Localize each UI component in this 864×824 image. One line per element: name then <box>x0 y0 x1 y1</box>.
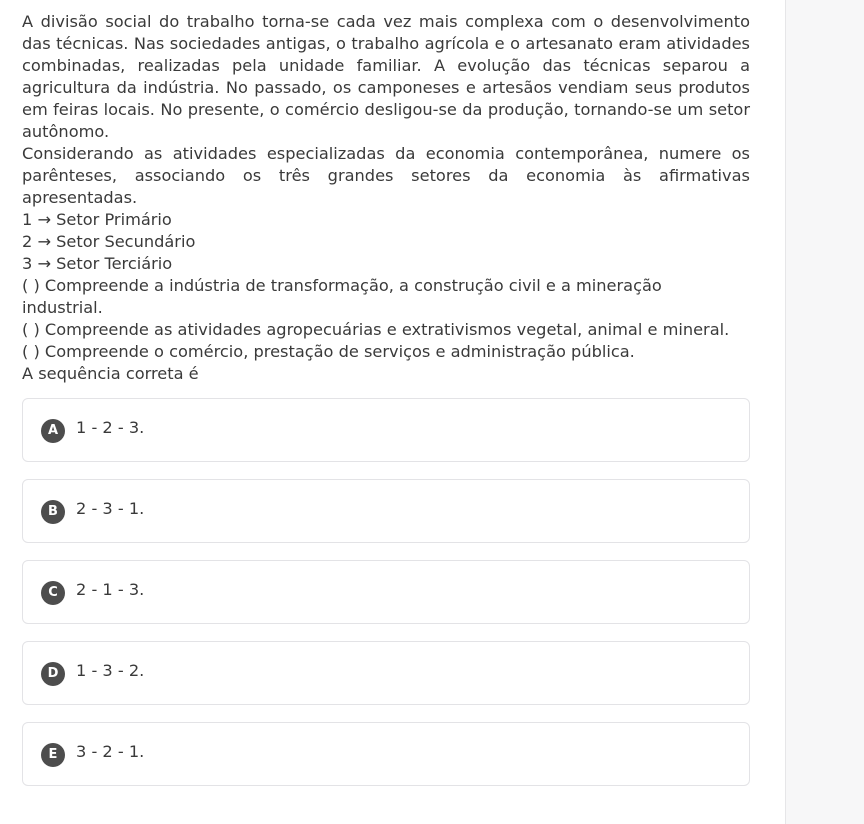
option-b[interactable] <box>22 479 750 543</box>
answer-options <box>22 398 750 803</box>
sector-item: 2 → Setor Secundário <box>22 232 196 251</box>
option-letter-badge: A <box>41 419 65 443</box>
option-letter-badge: C <box>41 581 65 605</box>
statement-item: ( ) Compreende o comércio, prestação de serviços e administração pública. <box>22 342 635 361</box>
option-e[interactable] <box>22 722 750 786</box>
option-letter-badge: E <box>41 743 65 767</box>
right-sidebar-panel <box>785 0 864 824</box>
option-a[interactable] <box>22 398 750 462</box>
question-prompt: A sequência correta é <box>22 364 199 383</box>
option-letter-badge: B <box>41 500 65 524</box>
option-d[interactable] <box>22 641 750 705</box>
statement-item: ( ) Compreende a indústria de transformação, a construção civil e a mineração industrial. <box>22 276 662 317</box>
sector-item: 1 → Setor Primário <box>22 210 172 229</box>
option-text: 1 - 2 - 3. <box>76 418 145 437</box>
statement-item: ( ) Compreende as atividades agropecuárias e extrativismos vegetal, animal e mineral. <box>22 320 730 339</box>
option-text: 2 - 3 - 1. <box>76 499 145 518</box>
option-text: 2 - 1 - 3. <box>76 580 145 599</box>
option-text: 3 - 2 - 1. <box>76 742 145 761</box>
sector-item: 3 → Setor Terciário <box>22 254 173 273</box>
question-paragraph-1: A divisão social do trabalho torna-se cada vez mais complexa com o desenvolvimento das técnicas. Nas sociedades antigas, o trabalho agrícola e o artesanato eram atividades combinadas, realizadas pela unidade familiar. A evolução das técnicas separou a agricultura da indústria. No passado, os camponeses e artesãos vendiam seus produtos em feiras locais. No presente, o comércio desligou-se da produção, tornando-se um setor autônomo. <box>22 12 750 141</box>
question-body <box>22 11 750 385</box>
option-letter-badge: D <box>41 662 65 686</box>
question-paragraph-2: Considerando as atividades especializadas da economia contemporânea, numere os parênteses, associando os três grandes setores da economia às afirmativas apresentadas. <box>22 144 750 207</box>
option-text: 1 - 3 - 2. <box>76 661 145 680</box>
option-c[interactable] <box>22 560 750 624</box>
